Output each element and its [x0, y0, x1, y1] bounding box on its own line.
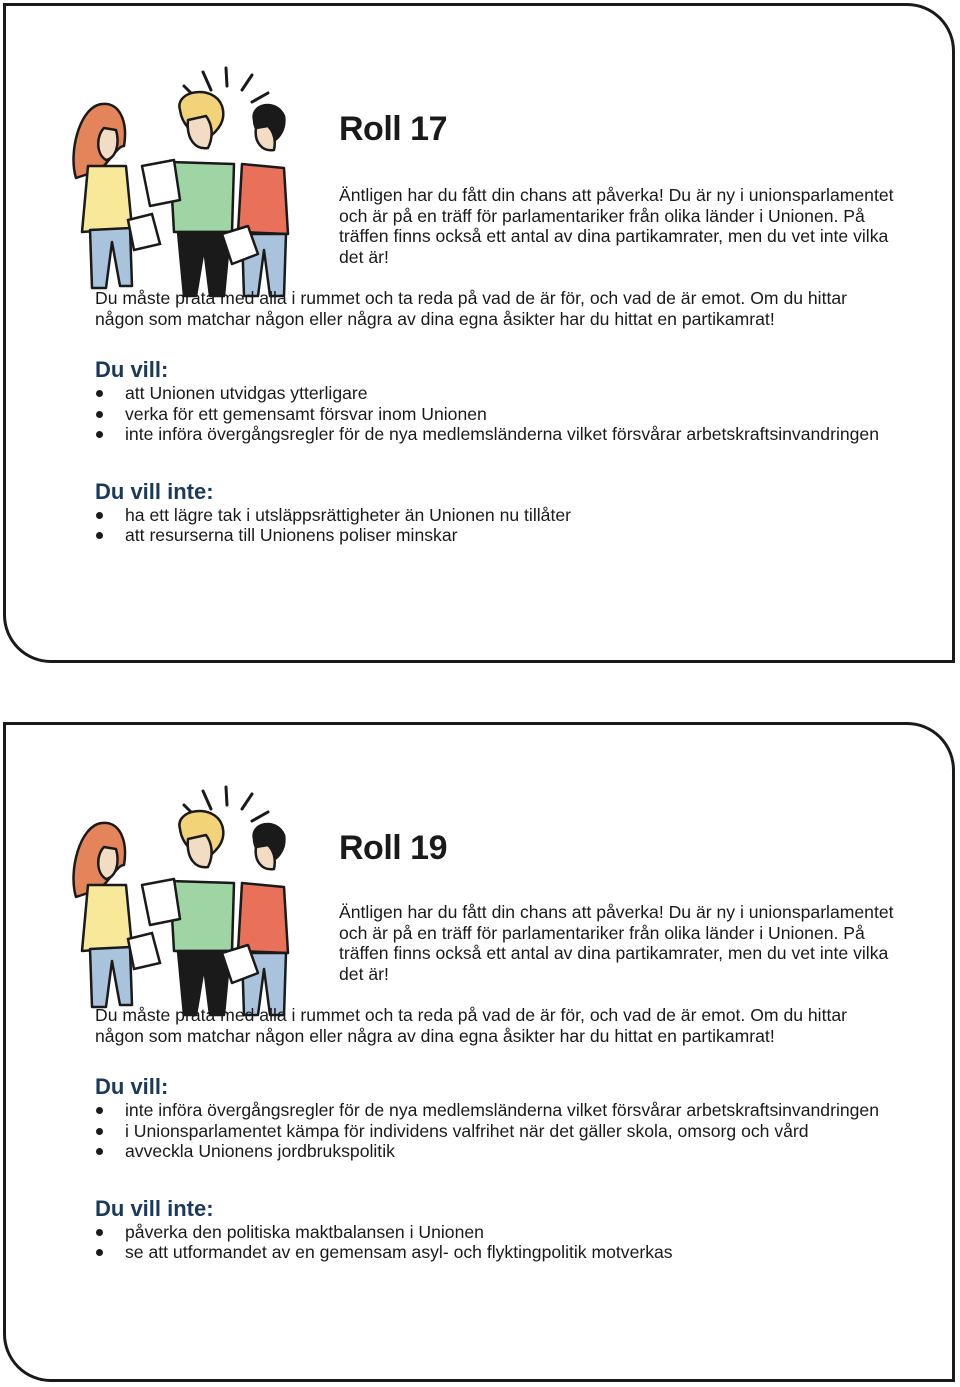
wants-item: inte införa övergångsregler för de nya medlemsländerna vilket försvårar arbetskraftsinvandringen: [95, 424, 895, 445]
role-intro: Äntligen har du fått din chans att påverka! Du är ny i unionsparlamentet och är på en träff för parlamentariker från olika länder i Unionen. På träffen finns också ett antal av dina partikamrater, men du vet inte vilka det är!: [339, 902, 894, 984]
role-body: [95, 288, 895, 546]
role-intro: Äntligen har du fått din chans att påverka! Du är ny i unionsparlamentet och är på en träff för parlamentariker från olika länder i Unionen. På träffen finns också ett antal av dina partikamrater, men du vet inte vilka det är!: [339, 185, 894, 267]
wants-item: inte införa övergångsregler för de nya medlemsländerna vilket försvårar arbetskraftsinvandringen: [95, 1100, 895, 1121]
role-title: Roll 17: [339, 110, 447, 148]
wants-list: [95, 1100, 895, 1162]
people-discussing-illustration: [62, 785, 290, 1017]
role-body: [95, 1005, 895, 1263]
wants-list: [95, 383, 895, 445]
not-wants-item: att resurserna till Unionens poliser minskar: [95, 525, 895, 546]
role-card-19: [3, 722, 955, 1382]
not-wants-list: [95, 505, 895, 546]
wants-item: att Unionen utvidgas ytterligare: [95, 383, 895, 404]
not-wants-item: påverka den politiska maktbalansen i Unionen: [95, 1222, 895, 1243]
not-wants-list: [95, 1222, 895, 1263]
wants-item: i Unionsparlamentet kämpa för individens valfrihet när det gäller skola, omsorg och vård: [95, 1121, 895, 1142]
not-wants-item: ha ett lägre tak i utsläppsrättigheter än Unionen nu tillåter: [95, 505, 895, 526]
wants-item: verka för ett gemensamt försvar inom Unionen: [95, 404, 895, 425]
wants-heading: Du vill:: [95, 357, 169, 382]
role-instructions: Du måste prata med alla i rummet och ta reda på vad de är för, och vad de är emot. Om du hittar någon som matchar någon eller några av dina egna åsikter har du hittat en partikamrat!: [95, 1005, 848, 1046]
role-instructions: Du måste prata med alla i rummet och ta reda på vad de är för, och vad de är emot. Om du hittar någon som matchar någon eller några av dina egna åsikter har du hittat en partikamrat!: [95, 288, 848, 329]
people-discussing-illustration: [62, 66, 290, 298]
wants-heading: Du vill:: [95, 1074, 169, 1099]
wants-item: avveckla Unionens jordbrukspolitik: [95, 1141, 895, 1162]
not-wants-item: se att utformandet av en gemensam asyl- och flyktingpolitik motverkas: [95, 1242, 895, 1263]
not-wants-heading: Du vill inte:: [95, 1195, 214, 1221]
role-card-17: [3, 3, 955, 663]
not-wants-heading: Du vill inte:: [95, 478, 214, 504]
role-title: Roll 19: [339, 829, 447, 867]
